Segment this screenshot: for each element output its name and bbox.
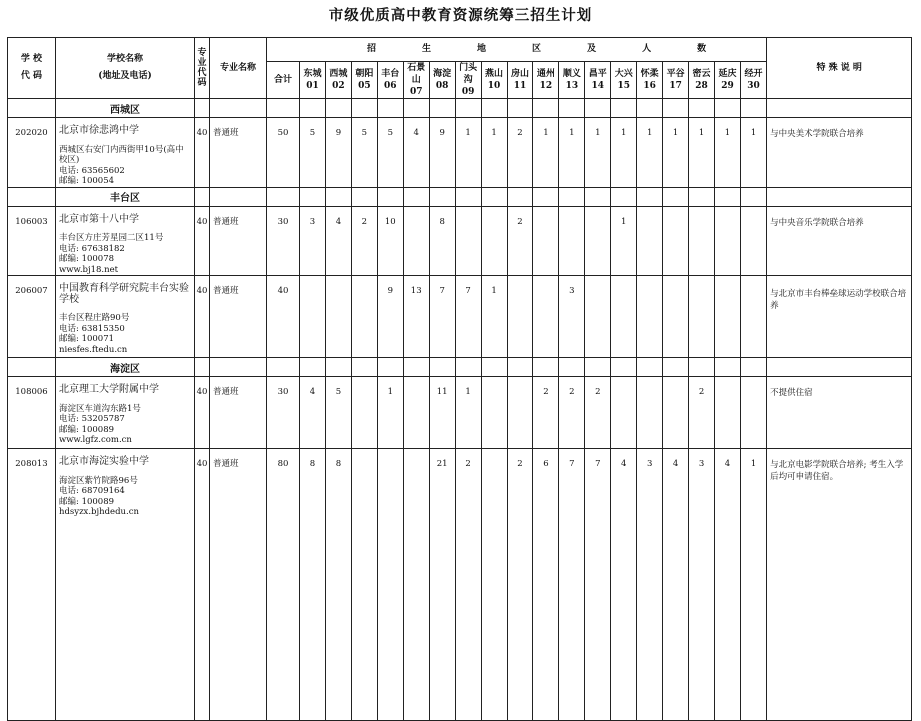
enrollment-table bbox=[7, 37, 911, 709]
district-header bbox=[377, 62, 403, 99]
district-count: 1 bbox=[740, 118, 766, 188]
district-count bbox=[585, 206, 611, 276]
empty-cell bbox=[585, 187, 611, 206]
school-detail-line: 海淀区紫竹院路96号 bbox=[59, 475, 138, 486]
district-code: 14 bbox=[591, 81, 605, 91]
spec-code: 40 bbox=[195, 377, 210, 449]
district-code: 05 bbox=[358, 81, 371, 91]
district-count: 2 bbox=[507, 118, 533, 188]
district-count bbox=[300, 276, 326, 358]
district-count: 9 bbox=[429, 118, 455, 188]
district-code: 08 bbox=[435, 81, 449, 91]
district-count bbox=[351, 449, 377, 721]
district-count bbox=[663, 377, 689, 449]
spec-code-header: 专 业 代 码 bbox=[195, 38, 210, 99]
district-count bbox=[740, 206, 766, 276]
school-name: 北京市徐悲鸿中学 bbox=[59, 125, 139, 136]
spec-code: 40 bbox=[195, 276, 210, 358]
district-name: 经开 bbox=[744, 69, 763, 79]
empty-cell bbox=[740, 99, 766, 118]
total-header: 合计 bbox=[267, 62, 300, 99]
empty-cell bbox=[325, 99, 351, 118]
empty-cell bbox=[455, 99, 481, 118]
district-code: 29 bbox=[721, 81, 734, 91]
district-header bbox=[533, 62, 559, 99]
total-count: 80 bbox=[267, 449, 300, 721]
empty-cell bbox=[455, 187, 481, 206]
district-code: 09 bbox=[461, 87, 475, 97]
empty-cell bbox=[195, 99, 210, 118]
school-row bbox=[8, 449, 912, 721]
district-count: 1 bbox=[663, 118, 689, 188]
district-count: 21 bbox=[429, 449, 455, 721]
district-count bbox=[507, 377, 533, 449]
empty-cell bbox=[637, 187, 663, 206]
empty-cell bbox=[325, 187, 351, 206]
district-count bbox=[663, 206, 689, 276]
district-count: 2 bbox=[351, 206, 377, 276]
total-count: 30 bbox=[267, 377, 300, 449]
spec-name-header: 专业名称 bbox=[210, 38, 267, 99]
school-name: 北京市第十八中学 bbox=[59, 213, 139, 225]
district-count bbox=[689, 276, 715, 358]
empty-cell bbox=[300, 99, 326, 118]
empty-cell bbox=[663, 358, 689, 377]
district-header bbox=[351, 62, 377, 99]
empty-cell bbox=[559, 187, 585, 206]
district-count bbox=[481, 377, 507, 449]
school-detail-line: 电话: 68709164 bbox=[59, 486, 125, 496]
district-name: 通州 bbox=[536, 69, 555, 79]
district-code: 11 bbox=[513, 81, 527, 91]
district-count bbox=[533, 206, 559, 276]
empty-cell bbox=[481, 99, 507, 118]
spec-name: 普通班 bbox=[210, 276, 267, 358]
empty-cell bbox=[429, 358, 455, 377]
region-label: 丰台区 bbox=[56, 187, 195, 206]
district-count bbox=[637, 377, 663, 449]
school-code: 202020 bbox=[8, 118, 56, 188]
empty-cell bbox=[8, 358, 56, 377]
district-name: 西城 bbox=[329, 69, 348, 79]
district-count bbox=[481, 449, 507, 721]
school-info bbox=[56, 118, 195, 188]
empty-cell bbox=[267, 187, 300, 206]
special-remark: 与中央音乐学院联合培养 bbox=[767, 206, 912, 276]
school-row bbox=[8, 276, 912, 358]
school-detail-line: 电话: 53205787 bbox=[59, 414, 125, 424]
district-header bbox=[455, 62, 481, 99]
district-header bbox=[689, 62, 715, 99]
school-detail-line: 邮编: 100054 bbox=[59, 176, 115, 186]
district-header bbox=[611, 62, 637, 99]
empty-cell bbox=[507, 358, 533, 377]
empty-cell bbox=[689, 99, 715, 118]
district-count: 1 bbox=[559, 118, 585, 188]
school-detail-line: www.lgfz.com.cn bbox=[59, 435, 132, 445]
district-count: 1 bbox=[715, 118, 741, 188]
district-count bbox=[715, 276, 741, 358]
empty-cell bbox=[533, 358, 559, 377]
empty-cell bbox=[559, 358, 585, 377]
district-count bbox=[533, 276, 559, 358]
district-code: 10 bbox=[487, 81, 501, 91]
school-code: 208013 bbox=[8, 449, 56, 721]
empty-cell bbox=[715, 99, 741, 118]
special-remark: 与北京电影学院联合培养; 考生入学后均可申请住宿。 bbox=[767, 449, 912, 721]
district-count: 4 bbox=[715, 449, 741, 721]
school-info bbox=[56, 449, 195, 721]
district-count bbox=[637, 206, 663, 276]
school-row bbox=[8, 118, 912, 188]
district-count: 1 bbox=[455, 118, 481, 188]
page-title: 市级优质高中教育资源统筹三招生计划 bbox=[328, 7, 593, 24]
district-count bbox=[507, 276, 533, 358]
school-name: 北京理工大学附属中学 bbox=[59, 384, 159, 395]
spec-name: 普通班 bbox=[210, 449, 267, 721]
district-header bbox=[481, 62, 507, 99]
district-name: 海淀 bbox=[433, 69, 452, 79]
school-info bbox=[56, 276, 195, 358]
district-count bbox=[740, 276, 766, 358]
district-header bbox=[663, 62, 689, 99]
spec-code: 40 bbox=[195, 449, 210, 721]
district-count bbox=[455, 206, 481, 276]
empty-cell bbox=[689, 358, 715, 377]
district-count bbox=[689, 206, 715, 276]
empty-cell bbox=[325, 358, 351, 377]
district-name: 昌平 bbox=[588, 69, 607, 79]
district-count: 5 bbox=[377, 118, 403, 188]
empty-cell bbox=[300, 187, 326, 206]
district-count bbox=[377, 449, 403, 721]
district-count: 11 bbox=[429, 377, 455, 449]
district-count bbox=[351, 377, 377, 449]
district-name: 怀柔 bbox=[640, 69, 659, 79]
empty-cell bbox=[429, 187, 455, 206]
empty-cell bbox=[351, 358, 377, 377]
district-count bbox=[715, 377, 741, 449]
district-count bbox=[325, 276, 351, 358]
district-count: 2 bbox=[455, 449, 481, 721]
empty-cell bbox=[611, 358, 637, 377]
district-count: 2 bbox=[689, 377, 715, 449]
empty-cell bbox=[210, 99, 267, 118]
district-count: 4 bbox=[300, 377, 326, 449]
district-name: 延庆 bbox=[718, 69, 737, 79]
school-detail-line: 电话: 63815350 bbox=[59, 323, 125, 334]
school-info bbox=[56, 206, 195, 276]
district-name: 密云 bbox=[692, 69, 711, 79]
district-count: 2 bbox=[585, 377, 611, 449]
empty-cell bbox=[195, 187, 210, 206]
empty-cell bbox=[403, 358, 429, 377]
district-count bbox=[403, 449, 429, 721]
district-count: 1 bbox=[533, 118, 559, 188]
district-count: 10 bbox=[377, 206, 403, 276]
school-detail-line: 邮编: 100078 bbox=[59, 254, 115, 264]
district-count: 3 bbox=[559, 276, 585, 358]
district-count: 1 bbox=[611, 206, 637, 276]
district-count: 8 bbox=[325, 449, 351, 721]
empty-cell bbox=[559, 99, 585, 118]
district-header bbox=[429, 62, 455, 99]
district-count: 1 bbox=[689, 118, 715, 188]
region-header: 招 生 地 区 及 人 数 bbox=[267, 38, 767, 62]
empty-cell bbox=[210, 187, 267, 206]
spec-name: 普通班 bbox=[210, 377, 267, 449]
empty-cell bbox=[740, 358, 766, 377]
school-detail-line: hdsyzx.bjhdedu.cn bbox=[59, 507, 139, 517]
empty-cell bbox=[740, 187, 766, 206]
district-count: 1 bbox=[740, 449, 766, 721]
empty-cell bbox=[403, 99, 429, 118]
district-header bbox=[300, 62, 326, 99]
district-header bbox=[325, 62, 351, 99]
district-name: 东城 bbox=[303, 69, 322, 79]
district-count: 1 bbox=[481, 276, 507, 358]
empty-cell bbox=[300, 358, 326, 377]
empty-cell bbox=[767, 187, 912, 206]
empty-cell bbox=[8, 187, 56, 206]
school-detail-line: niesfes.ftedu.cn bbox=[59, 344, 128, 355]
district-header bbox=[507, 62, 533, 99]
school-detail-line: 邮编: 100089 bbox=[59, 424, 115, 435]
empty-cell bbox=[455, 358, 481, 377]
school-info bbox=[56, 377, 195, 449]
empty-cell bbox=[377, 99, 403, 118]
empty-cell bbox=[715, 358, 741, 377]
district-count bbox=[715, 206, 741, 276]
region-label: 海淀区 bbox=[56, 358, 195, 377]
empty-cell bbox=[351, 187, 377, 206]
district-count: 7 bbox=[585, 449, 611, 721]
spec-code: 40 bbox=[195, 206, 210, 276]
district-header bbox=[715, 62, 741, 99]
district-count: 1 bbox=[611, 118, 637, 188]
empty-cell bbox=[377, 358, 403, 377]
empty-cell bbox=[195, 358, 210, 377]
school-detail-line: www.bj18.net bbox=[59, 264, 119, 275]
school-name: 北京市海淀实验中学 bbox=[59, 456, 149, 467]
empty-cell bbox=[481, 187, 507, 206]
school-detail-line: 丰台区方庄芳星园二区11号 bbox=[59, 233, 164, 243]
district-code: 07 bbox=[409, 87, 423, 97]
district-count: 1 bbox=[455, 377, 481, 449]
district-count bbox=[637, 276, 663, 358]
district-count: 3 bbox=[689, 449, 715, 721]
district-count: 7 bbox=[559, 449, 585, 721]
district-count: 2 bbox=[507, 206, 533, 276]
empty-cell bbox=[429, 99, 455, 118]
empty-cell bbox=[689, 187, 715, 206]
school-code: 106003 bbox=[8, 206, 56, 276]
empty-cell bbox=[767, 99, 912, 118]
district-count: 4 bbox=[663, 449, 689, 721]
school-detail-line: 电话: 67638182 bbox=[59, 243, 125, 254]
district-name: 石景山 bbox=[407, 63, 426, 85]
school-name: 中国教育科学研究院丰台实验学校 bbox=[59, 283, 189, 305]
school-code: 108006 bbox=[8, 377, 56, 449]
empty-cell bbox=[403, 187, 429, 206]
district-header bbox=[637, 62, 663, 99]
region-label: 西城区 bbox=[56, 99, 195, 118]
school-code-header: 学 校 代 码 bbox=[8, 38, 56, 99]
district-count bbox=[403, 206, 429, 276]
district-count bbox=[740, 377, 766, 449]
district-header bbox=[585, 62, 611, 99]
district-count: 7 bbox=[455, 276, 481, 358]
district-count bbox=[559, 206, 585, 276]
district-count: 9 bbox=[325, 118, 351, 188]
spec-name: 普通班 bbox=[210, 118, 267, 188]
school-detail-line: 西城区右安门内西街甲10号(高中校区) bbox=[59, 144, 184, 165]
school-detail-line: 丰台区程庄路90号 bbox=[59, 313, 130, 323]
district-count: 3 bbox=[637, 449, 663, 721]
district-count: 5 bbox=[300, 118, 326, 188]
district-name: 丰台 bbox=[381, 69, 400, 79]
district-name: 朝阳 bbox=[355, 69, 374, 79]
district-code: 15 bbox=[617, 81, 630, 91]
total-count: 50 bbox=[267, 118, 300, 188]
district-count: 6 bbox=[533, 449, 559, 721]
district-code: 28 bbox=[695, 81, 708, 91]
district-count: 4 bbox=[611, 449, 637, 721]
district-count: 4 bbox=[325, 206, 351, 276]
empty-cell bbox=[663, 99, 689, 118]
district-code: 01 bbox=[306, 81, 319, 91]
school-detail-line: 邮编: 100071 bbox=[59, 334, 115, 344]
district-count: 3 bbox=[300, 206, 326, 276]
district-count: 2 bbox=[533, 377, 559, 449]
district-name: 房山 bbox=[510, 69, 529, 79]
empty-cell bbox=[507, 99, 533, 118]
region-row bbox=[8, 99, 912, 118]
district-count bbox=[351, 276, 377, 358]
district-count: 8 bbox=[300, 449, 326, 721]
school-detail-line: 海淀区车道沟东路1号 bbox=[59, 403, 141, 414]
empty-cell bbox=[507, 187, 533, 206]
district-count: 2 bbox=[507, 449, 533, 721]
district-count: 7 bbox=[429, 276, 455, 358]
district-count bbox=[611, 276, 637, 358]
school-row bbox=[8, 377, 912, 449]
empty-cell bbox=[8, 99, 56, 118]
district-count: 4 bbox=[403, 118, 429, 188]
empty-cell bbox=[585, 99, 611, 118]
empty-cell bbox=[210, 358, 267, 377]
district-count: 1 bbox=[481, 118, 507, 188]
empty-cell bbox=[267, 358, 300, 377]
district-name: 平谷 bbox=[666, 69, 685, 79]
header-row-1 bbox=[8, 38, 912, 62]
school-name-header: 学校名称 (地址及电话) bbox=[56, 38, 195, 99]
empty-cell bbox=[377, 187, 403, 206]
district-name: 燕山 bbox=[485, 69, 504, 79]
school-detail-line: 电话: 63565602 bbox=[59, 165, 125, 176]
remarks-header: 特 殊 说 明 bbox=[767, 38, 912, 99]
school-row bbox=[8, 206, 912, 276]
district-code: 16 bbox=[643, 81, 656, 91]
district-count: 1 bbox=[585, 118, 611, 188]
region-row bbox=[8, 358, 912, 377]
district-count: 8 bbox=[429, 206, 455, 276]
empty-cell bbox=[767, 358, 912, 377]
district-name: 大兴 bbox=[614, 69, 633, 79]
district-header bbox=[559, 62, 585, 99]
school-code: 206007 bbox=[8, 276, 56, 358]
district-code: 12 bbox=[539, 81, 553, 91]
district-count bbox=[663, 276, 689, 358]
district-count: 1 bbox=[637, 118, 663, 188]
empty-cell bbox=[637, 99, 663, 118]
empty-cell bbox=[611, 99, 637, 118]
district-count bbox=[585, 276, 611, 358]
district-header bbox=[740, 62, 766, 99]
school-detail-line: 邮编: 100089 bbox=[59, 496, 115, 507]
empty-cell bbox=[611, 187, 637, 206]
total-count: 30 bbox=[267, 206, 300, 276]
special-remark: 与中央美术学院联合培养 bbox=[767, 118, 912, 188]
empty-cell bbox=[481, 358, 507, 377]
district-code: 13 bbox=[565, 81, 579, 91]
total-count: 40 bbox=[267, 276, 300, 358]
district-count: 13 bbox=[403, 276, 429, 358]
empty-cell bbox=[637, 358, 663, 377]
district-code: 06 bbox=[384, 81, 397, 91]
district-header bbox=[403, 62, 429, 99]
empty-cell bbox=[267, 99, 300, 118]
empty-cell bbox=[663, 187, 689, 206]
empty-cell bbox=[533, 99, 559, 118]
district-count: 5 bbox=[351, 118, 377, 188]
empty-cell bbox=[351, 99, 377, 118]
empty-cell bbox=[533, 187, 559, 206]
district-name: 顺义 bbox=[562, 69, 581, 79]
empty-cell bbox=[715, 187, 741, 206]
spec-code: 40 bbox=[195, 118, 210, 188]
empty-cell bbox=[585, 358, 611, 377]
district-count: 2 bbox=[559, 377, 585, 449]
district-code: 30 bbox=[747, 81, 760, 91]
special-remark: 与北京市丰台棒垒球运动学校联合培养 bbox=[767, 276, 912, 358]
district-count bbox=[481, 206, 507, 276]
district-count: 1 bbox=[377, 377, 403, 449]
district-count: 5 bbox=[325, 377, 351, 449]
spec-name: 普通班 bbox=[210, 206, 267, 276]
special-remark: 不提供住宿 bbox=[767, 377, 912, 449]
district-code: 17 bbox=[669, 81, 682, 91]
district-count bbox=[611, 377, 637, 449]
region-row bbox=[8, 187, 912, 206]
district-count bbox=[403, 377, 429, 449]
district-count: 9 bbox=[377, 276, 403, 358]
district-name: 门头沟 bbox=[459, 63, 478, 85]
district-code: 02 bbox=[332, 81, 345, 91]
